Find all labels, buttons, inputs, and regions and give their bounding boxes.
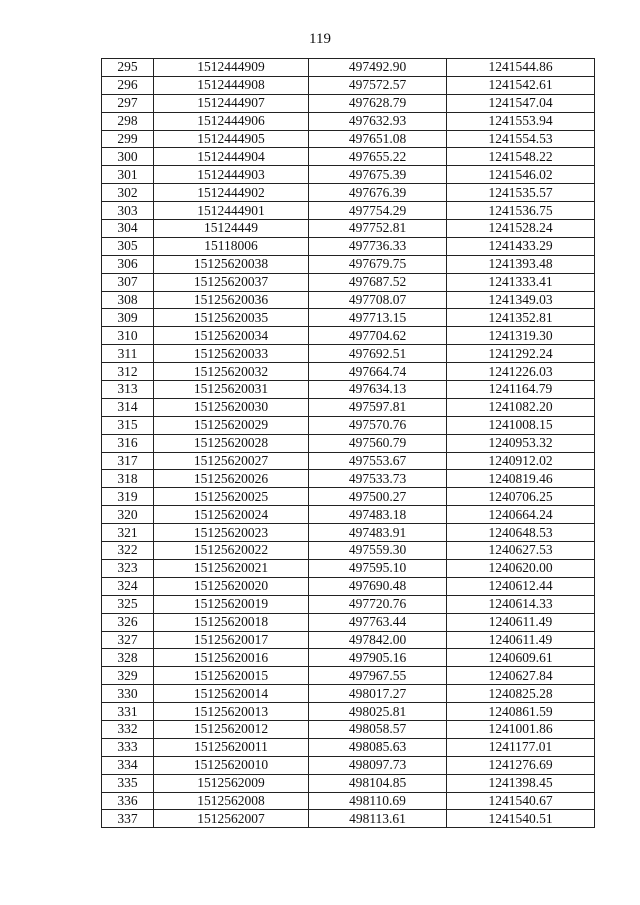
y-coordinate-cell: 1240620.00	[447, 559, 595, 577]
point-id-cell: 15125620033	[154, 345, 309, 363]
row-number-cell: 305	[102, 237, 154, 255]
x-coordinate-cell: 498058.57	[309, 720, 447, 738]
table-row	[102, 76, 595, 94]
y-coordinate-cell: 1241536.75	[447, 202, 595, 220]
x-coordinate-cell: 497628.79	[309, 94, 447, 112]
point-id-cell: 15125620020	[154, 577, 309, 595]
point-id-cell: 15125620024	[154, 506, 309, 524]
row-number-cell: 299	[102, 130, 154, 148]
row-number-cell: 307	[102, 273, 154, 291]
point-id-cell: 15125620014	[154, 685, 309, 703]
x-coordinate-cell: 497651.08	[309, 130, 447, 148]
table-row	[102, 542, 595, 560]
point-id-cell: 15125620010	[154, 756, 309, 774]
y-coordinate-cell: 1240611.49	[447, 613, 595, 631]
point-id-cell: 15125620019	[154, 595, 309, 613]
x-coordinate-cell: 497597.81	[309, 398, 447, 416]
point-id-cell: 15125620028	[154, 434, 309, 452]
table-row	[102, 94, 595, 112]
row-number-cell: 337	[102, 810, 154, 828]
point-id-cell: 1512444907	[154, 94, 309, 112]
table-row	[102, 327, 595, 345]
table-row	[102, 255, 595, 273]
y-coordinate-cell: 1240612.44	[447, 577, 595, 595]
x-coordinate-cell: 498085.63	[309, 738, 447, 756]
table-row	[102, 667, 595, 685]
x-coordinate-cell: 498104.85	[309, 774, 447, 792]
y-coordinate-cell: 1241319.30	[447, 327, 595, 345]
row-number-cell: 336	[102, 792, 154, 810]
x-coordinate-cell: 497664.74	[309, 363, 447, 381]
row-number-cell: 302	[102, 184, 154, 202]
y-coordinate-cell: 1241226.03	[447, 363, 595, 381]
x-coordinate-cell: 497905.16	[309, 649, 447, 667]
table-row	[102, 559, 595, 577]
row-number-cell: 295	[102, 59, 154, 77]
point-id-cell: 15125620026	[154, 470, 309, 488]
y-coordinate-cell: 1240627.84	[447, 667, 595, 685]
y-coordinate-cell: 1240664.24	[447, 506, 595, 524]
point-id-cell: 1512444906	[154, 112, 309, 130]
y-coordinate-cell: 1240825.28	[447, 685, 595, 703]
x-coordinate-cell: 497752.81	[309, 220, 447, 238]
y-coordinate-cell: 1241546.02	[447, 166, 595, 184]
point-id-cell: 15125620038	[154, 255, 309, 273]
y-coordinate-cell: 1241433.29	[447, 237, 595, 255]
row-number-cell: 318	[102, 470, 154, 488]
x-coordinate-cell: 498097.73	[309, 756, 447, 774]
y-coordinate-cell: 1241548.22	[447, 148, 595, 166]
table-row	[102, 792, 595, 810]
point-id-cell: 1512562007	[154, 810, 309, 828]
y-coordinate-cell: 1241008.15	[447, 416, 595, 434]
x-coordinate-cell: 497842.00	[309, 631, 447, 649]
point-id-cell: 15124449	[154, 220, 309, 238]
row-number-cell: 308	[102, 291, 154, 309]
table-body	[102, 59, 595, 828]
y-coordinate-cell: 1241349.03	[447, 291, 595, 309]
y-coordinate-cell: 1240953.32	[447, 434, 595, 452]
table-row	[102, 703, 595, 721]
row-number-cell: 322	[102, 542, 154, 560]
row-number-cell: 332	[102, 720, 154, 738]
row-number-cell: 331	[102, 703, 154, 721]
y-coordinate-cell: 1241528.24	[447, 220, 595, 238]
x-coordinate-cell: 497736.33	[309, 237, 447, 255]
y-coordinate-cell: 1241001.86	[447, 720, 595, 738]
y-coordinate-cell: 1240648.53	[447, 524, 595, 542]
row-number-cell: 321	[102, 524, 154, 542]
table-row	[102, 756, 595, 774]
row-number-cell: 327	[102, 631, 154, 649]
table-row	[102, 59, 595, 77]
row-number-cell: 335	[102, 774, 154, 792]
row-number-cell: 328	[102, 649, 154, 667]
x-coordinate-cell: 497595.10	[309, 559, 447, 577]
x-coordinate-cell: 497483.18	[309, 506, 447, 524]
y-coordinate-cell: 1241393.48	[447, 255, 595, 273]
point-id-cell: 15125620018	[154, 613, 309, 631]
y-coordinate-cell: 1241535.57	[447, 184, 595, 202]
point-id-cell: 1512562008	[154, 792, 309, 810]
point-id-cell: 1512444901	[154, 202, 309, 220]
x-coordinate-cell: 497560.79	[309, 434, 447, 452]
x-coordinate-cell: 497570.76	[309, 416, 447, 434]
x-coordinate-cell: 498110.69	[309, 792, 447, 810]
y-coordinate-cell: 1240627.53	[447, 542, 595, 560]
point-id-cell: 15125620016	[154, 649, 309, 667]
y-coordinate-cell: 1241540.67	[447, 792, 595, 810]
row-number-cell: 298	[102, 112, 154, 130]
table-row	[102, 291, 595, 309]
row-number-cell: 313	[102, 381, 154, 399]
table-row	[102, 613, 595, 631]
x-coordinate-cell: 497692.51	[309, 345, 447, 363]
table-row	[102, 720, 595, 738]
x-coordinate-cell: 497483.91	[309, 524, 447, 542]
point-id-cell: 15125620032	[154, 363, 309, 381]
table-row	[102, 398, 595, 416]
table-row	[102, 685, 595, 703]
table-row	[102, 434, 595, 452]
row-number-cell: 296	[102, 76, 154, 94]
table-row	[102, 631, 595, 649]
table-row	[102, 237, 595, 255]
y-coordinate-cell: 1241352.81	[447, 309, 595, 327]
point-id-cell: 1512444904	[154, 148, 309, 166]
point-id-cell: 15125620029	[154, 416, 309, 434]
point-id-cell: 15125620021	[154, 559, 309, 577]
x-coordinate-cell: 498113.61	[309, 810, 447, 828]
point-id-cell: 1512444902	[154, 184, 309, 202]
row-number-cell: 300	[102, 148, 154, 166]
row-number-cell: 317	[102, 452, 154, 470]
y-coordinate-cell: 1241542.61	[447, 76, 595, 94]
point-id-cell: 15125620011	[154, 738, 309, 756]
page-number: 119	[309, 31, 331, 47]
point-id-cell: 15125620015	[154, 667, 309, 685]
row-number-cell: 312	[102, 363, 154, 381]
table-row	[102, 774, 595, 792]
x-coordinate-cell: 497572.57	[309, 76, 447, 94]
row-number-cell: 334	[102, 756, 154, 774]
y-coordinate-cell: 1241177.01	[447, 738, 595, 756]
table-row	[102, 524, 595, 542]
x-coordinate-cell: 497559.30	[309, 542, 447, 560]
table-row	[102, 470, 595, 488]
row-number-cell: 325	[102, 595, 154, 613]
table-row	[102, 202, 595, 220]
table-row	[102, 166, 595, 184]
row-number-cell: 303	[102, 202, 154, 220]
table-row	[102, 273, 595, 291]
row-number-cell: 306	[102, 255, 154, 273]
y-coordinate-cell: 1240611.49	[447, 631, 595, 649]
x-coordinate-cell: 497679.75	[309, 255, 447, 273]
x-coordinate-cell: 497967.55	[309, 667, 447, 685]
point-id-cell: 15125620022	[154, 542, 309, 560]
table-row	[102, 220, 595, 238]
x-coordinate-cell: 497632.93	[309, 112, 447, 130]
row-number-cell: 320	[102, 506, 154, 524]
table-row	[102, 184, 595, 202]
x-coordinate-cell: 497704.62	[309, 327, 447, 345]
table-row	[102, 148, 595, 166]
point-id-cell: 15125620025	[154, 488, 309, 506]
point-id-cell: 15125620036	[154, 291, 309, 309]
point-id-cell: 15125620034	[154, 327, 309, 345]
y-coordinate-cell: 1240706.25	[447, 488, 595, 506]
y-coordinate-cell: 1241554.53	[447, 130, 595, 148]
y-coordinate-cell: 1241553.94	[447, 112, 595, 130]
table-row	[102, 452, 595, 470]
table-row	[102, 416, 595, 434]
x-coordinate-cell: 497676.39	[309, 184, 447, 202]
x-coordinate-cell: 497720.76	[309, 595, 447, 613]
row-number-cell: 333	[102, 738, 154, 756]
table-row	[102, 363, 595, 381]
table-row	[102, 577, 595, 595]
x-coordinate-cell: 497754.29	[309, 202, 447, 220]
y-coordinate-cell: 1241540.51	[447, 810, 595, 828]
table-row	[102, 488, 595, 506]
row-number-cell: 301	[102, 166, 154, 184]
point-id-cell: 15125620013	[154, 703, 309, 721]
row-number-cell: 324	[102, 577, 154, 595]
x-coordinate-cell: 497713.15	[309, 309, 447, 327]
point-id-cell: 15125620027	[154, 452, 309, 470]
point-id-cell: 1512444909	[154, 59, 309, 77]
x-coordinate-cell: 497500.27	[309, 488, 447, 506]
row-number-cell: 319	[102, 488, 154, 506]
point-id-cell: 15125620012	[154, 720, 309, 738]
x-coordinate-cell: 497655.22	[309, 148, 447, 166]
x-coordinate-cell: 497708.07	[309, 291, 447, 309]
point-id-cell: 15125620035	[154, 309, 309, 327]
x-coordinate-cell: 497634.13	[309, 381, 447, 399]
point-id-cell: 15118006	[154, 237, 309, 255]
x-coordinate-cell: 497492.90	[309, 59, 447, 77]
row-number-cell: 304	[102, 220, 154, 238]
y-coordinate-cell: 1241164.79	[447, 381, 595, 399]
point-id-cell: 15125620017	[154, 631, 309, 649]
x-coordinate-cell: 497763.44	[309, 613, 447, 631]
table-row	[102, 381, 595, 399]
table-row	[102, 309, 595, 327]
point-id-cell: 15125620023	[154, 524, 309, 542]
x-coordinate-cell: 497690.48	[309, 577, 447, 595]
y-coordinate-cell: 1241544.86	[447, 59, 595, 77]
y-coordinate-cell: 1241276.69	[447, 756, 595, 774]
point-id-cell: 1512444908	[154, 76, 309, 94]
point-id-cell: 1512444905	[154, 130, 309, 148]
point-id-cell: 15125620030	[154, 398, 309, 416]
table-row	[102, 130, 595, 148]
y-coordinate-cell: 1240912.02	[447, 452, 595, 470]
table-row	[102, 810, 595, 828]
row-number-cell: 309	[102, 309, 154, 327]
point-id-cell: 1512562009	[154, 774, 309, 792]
row-number-cell: 326	[102, 613, 154, 631]
table-row	[102, 595, 595, 613]
y-coordinate-cell: 1241082.20	[447, 398, 595, 416]
table-row	[102, 112, 595, 130]
y-coordinate-cell: 1240614.33	[447, 595, 595, 613]
x-coordinate-cell: 497675.39	[309, 166, 447, 184]
row-number-cell: 330	[102, 685, 154, 703]
point-id-cell: 15125620037	[154, 273, 309, 291]
x-coordinate-cell: 497533.73	[309, 470, 447, 488]
row-number-cell: 311	[102, 345, 154, 363]
row-number-cell: 314	[102, 398, 154, 416]
y-coordinate-cell: 1241398.45	[447, 774, 595, 792]
y-coordinate-cell: 1241547.04	[447, 94, 595, 112]
y-coordinate-cell: 1240819.46	[447, 470, 595, 488]
row-number-cell: 310	[102, 327, 154, 345]
coordinates-table	[101, 58, 595, 828]
x-coordinate-cell: 497553.67	[309, 452, 447, 470]
point-id-cell: 1512444903	[154, 166, 309, 184]
row-number-cell: 297	[102, 94, 154, 112]
table-row	[102, 738, 595, 756]
x-coordinate-cell: 498017.27	[309, 685, 447, 703]
table-row	[102, 649, 595, 667]
x-coordinate-cell: 498025.81	[309, 703, 447, 721]
row-number-cell: 329	[102, 667, 154, 685]
row-number-cell: 316	[102, 434, 154, 452]
y-coordinate-cell: 1241333.41	[447, 273, 595, 291]
y-coordinate-cell: 1241292.24	[447, 345, 595, 363]
y-coordinate-cell: 1240861.59	[447, 703, 595, 721]
table-row	[102, 506, 595, 524]
row-number-cell: 315	[102, 416, 154, 434]
x-coordinate-cell: 497687.52	[309, 273, 447, 291]
table-row	[102, 345, 595, 363]
point-id-cell: 15125620031	[154, 381, 309, 399]
y-coordinate-cell: 1240609.61	[447, 649, 595, 667]
row-number-cell: 323	[102, 559, 154, 577]
